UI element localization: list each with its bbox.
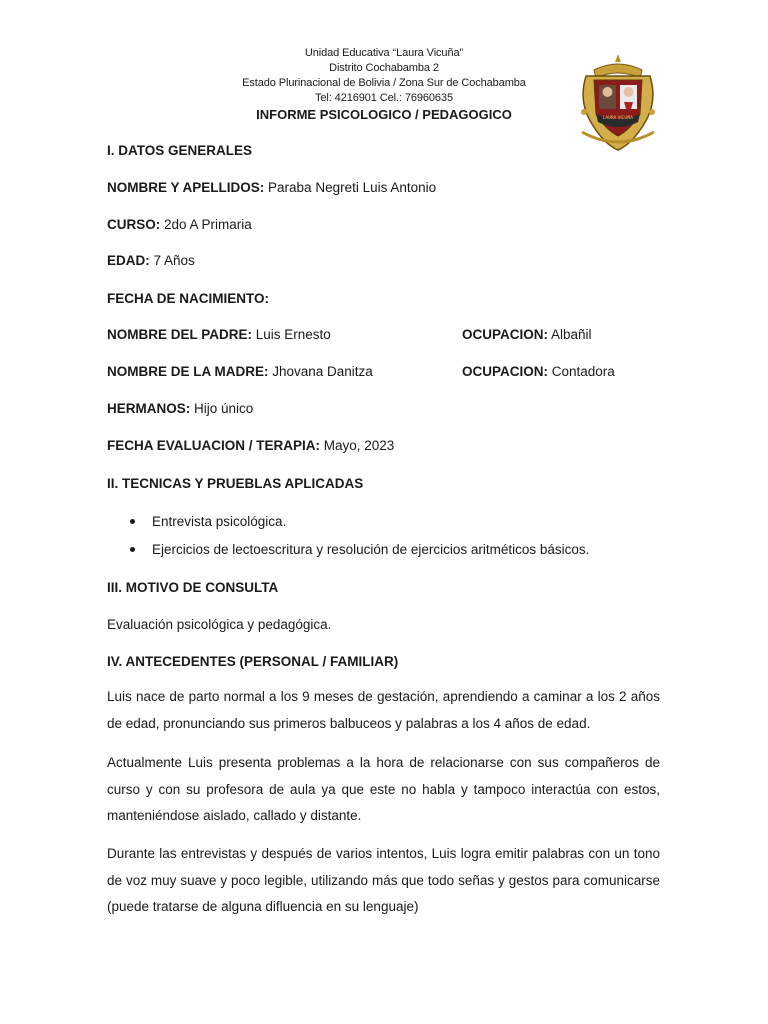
field-label: OCUPACION:	[462, 364, 548, 379]
school-phone: Tel: 4216901 Cel.: 76960635	[315, 92, 453, 104]
motivo-text: Evaluación psicológica y pedagógica.	[107, 617, 332, 632]
field-value: Luis Ernesto	[252, 327, 331, 342]
school-name: Unidad Educativa “Laura Vicuña”	[304, 47, 464, 59]
field-value: Jhovana Danitza	[268, 364, 373, 379]
section-heading-datos-generales: I. DATOS GENERALES	[107, 143, 253, 158]
field-ocupacion-padre	[462, 327, 592, 342]
field-label: NOMBRE DEL PADRE:	[107, 327, 253, 342]
section-heading-tecnicas: II. TECNICAS Y PRUEBLAS APLICADAS	[107, 476, 364, 491]
field-label: NOMBRE Y APELLIDOS:	[107, 180, 265, 195]
field-label: OCUPACION:	[462, 327, 548, 342]
field-label: FECHA EVALUACION / TERAPIA:	[107, 438, 321, 453]
document-title: INFORME PSICOLOGICO / PEDAGOGICO	[256, 107, 512, 122]
school-address: Estado Plurinacional de Bolivia / Zona Sur de Cochabamba	[242, 77, 526, 89]
school-crest-logo	[574, 52, 662, 156]
school-district: Distrito Cochabamba 2	[329, 62, 439, 74]
field-madre	[107, 364, 373, 379]
field-label: CURSO:	[107, 217, 161, 232]
field-ocupacion-madre	[462, 364, 615, 379]
bullet-icon	[130, 547, 135, 552]
paragraph: Durante las entrevistas y después de varios intentos, Luis logra emitir palabras con un tono de voz muy suave y poco legible, utilizando más que todo señas y gestos para comunicarse (puede tratarse de alguna difluencia en su lenguaje)	[107, 846, 660, 914]
paragraph: Luis nace de parto normal a los 9 meses de gestación, aprendiendo a caminar a los 2 años de edad, pronunciando sus primeros balbuceos y palabras a los 4 años de edad.	[107, 689, 660, 731]
field-value: 7 Años	[149, 253, 195, 268]
field-value: 2do A Primaria	[160, 217, 252, 232]
field-value: Paraba Negreti Luis Antonio	[264, 180, 437, 195]
field-label: FECHA DE NACIMIENTO:	[107, 291, 269, 306]
field-value: Albañil	[548, 327, 592, 342]
section-heading-motivo: III. MOTIVO DE CONSULTA	[107, 580, 279, 595]
field-value: Contadora	[548, 364, 615, 379]
field-curso	[107, 217, 252, 232]
list-item: Entrevista psicológica.	[130, 514, 286, 529]
paragraph: Actualmente Luis presenta problemas a la hora de relacionarse con sus compañeros de curso y con su profesora de aula ya que este no habla y tampoco interactúa con estos, manteniéndose aislado, callado y distante.	[107, 755, 660, 823]
field-edad	[107, 253, 195, 268]
bullet-icon	[130, 519, 135, 524]
field-fecha-evaluacion	[107, 438, 394, 453]
crest-text: LAURA VICUÑA	[603, 115, 633, 120]
field-label: HERMANOS:	[107, 401, 191, 416]
field-hermanos	[107, 401, 253, 416]
list-item: Ejercicios de lectoescritura y resolución de ejercicios aritméticos básicos.	[130, 542, 589, 557]
field-padre	[107, 327, 331, 342]
field-value: Hijo único	[190, 401, 254, 416]
field-label: NOMBRE DE LA MADRE:	[107, 364, 269, 379]
field-label: EDAD:	[107, 253, 150, 268]
section-heading-antecedentes: IV. ANTECEDENTES (PERSONAL / FAMILIAR)	[107, 654, 399, 669]
field-nombre	[107, 180, 436, 195]
field-fecha-nacimiento	[107, 291, 269, 306]
field-value: Mayo, 2023	[320, 438, 395, 453]
